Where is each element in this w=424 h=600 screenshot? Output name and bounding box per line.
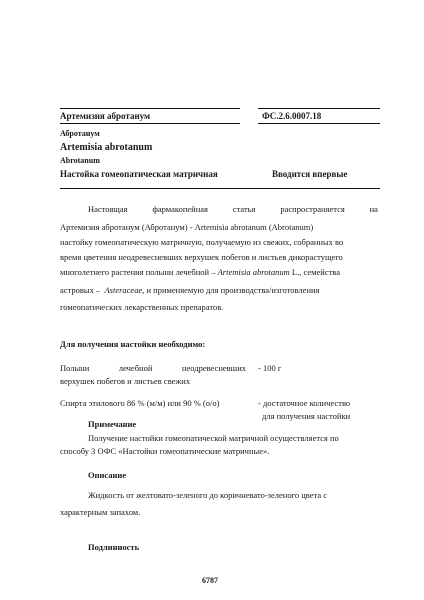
required-row2-value1: - достаточное количество [258,398,351,408]
authenticity-heading: Подлинность [88,542,140,552]
intro-word: Настоящая [88,204,128,214]
intro-word: фармакопейная [152,204,208,214]
required-row1-value: - 100 г [258,363,282,373]
intro-text: , и применяемую для производства/изготовления [142,285,320,295]
header-rule-right [258,108,380,109]
required-word: неодревесневших [181,363,246,373]
required-word: Полыни [60,363,90,373]
intro-word: статья [232,204,256,214]
monograph-name-ru: Артемизия абротанум [60,111,151,121]
status-text: Вводится впервые [272,169,348,179]
note-line-2: способу 3 ОФС «Настойки гомеопатические матричные». [60,446,270,456]
intro-line-3: настойку гомеопатическую матричную, получаемую из свежих, собранных во [60,237,344,247]
intro-line-4: время цветения неодревесневших верхушек побегов и листьев дикорастущего [60,252,343,262]
intro-line-2: Артемизия абротанум (Абротанум) - Artemisia abrotanum (Abrotanum) [60,222,314,232]
required-word: лечебной [118,363,153,373]
monograph-name-ru-alt: Абротанум [60,129,100,138]
intro-text: L., семейства [289,267,340,277]
latin-family: Asteraceae [104,285,143,295]
page-number: 6787 [202,576,218,585]
required-row2-value2: для получения настойки [262,411,351,421]
monograph-name-lat-alt: Abrotanum [60,156,100,165]
description-heading: Описание [88,470,127,480]
required-row2-label: Спирта этилового 86 % (м/м) или 90 % (о/о) [60,398,220,408]
note-heading: Примечание [88,419,137,429]
monograph-name-lat: Artemisia abrotanum [60,142,153,153]
intro-text: многолетнего растения полыни лечебной – [60,267,218,277]
header-name-underline [60,123,240,124]
required-heading: Для получения настойки необходимо: [60,339,206,349]
intro-line-6 [60,285,319,295]
header-rule-left [60,108,240,109]
description-line-1: Жидкость от желтовато-зеленого до коричневато-зеленого цвета с [88,490,328,500]
header-bottom-rule [60,188,380,189]
intro-line-5 [60,267,340,277]
header-code-underline [258,123,380,124]
intro-word: на [369,204,378,214]
intro-word: распространяется [280,204,345,214]
dosage-form: Настойка гомеопатическая матричная [60,169,218,179]
description-line-2: характерным запахом. [60,507,141,517]
monograph-code: ФС.2.6.0007.18 [262,111,322,121]
intro-line-7: гомеопатических лекарственных препаратов. [60,302,224,312]
latin-species: Artemisia abrotanum [217,267,290,277]
intro-line-1 [88,204,378,214]
note-line-1: Получение настойки гомеопатической матричной осуществляется по [88,433,339,443]
required-row1-line1 [60,363,246,373]
required-row1-line2: верхушек побегов и листьев свежих [60,376,191,386]
intro-text: астровых – [60,285,101,295]
